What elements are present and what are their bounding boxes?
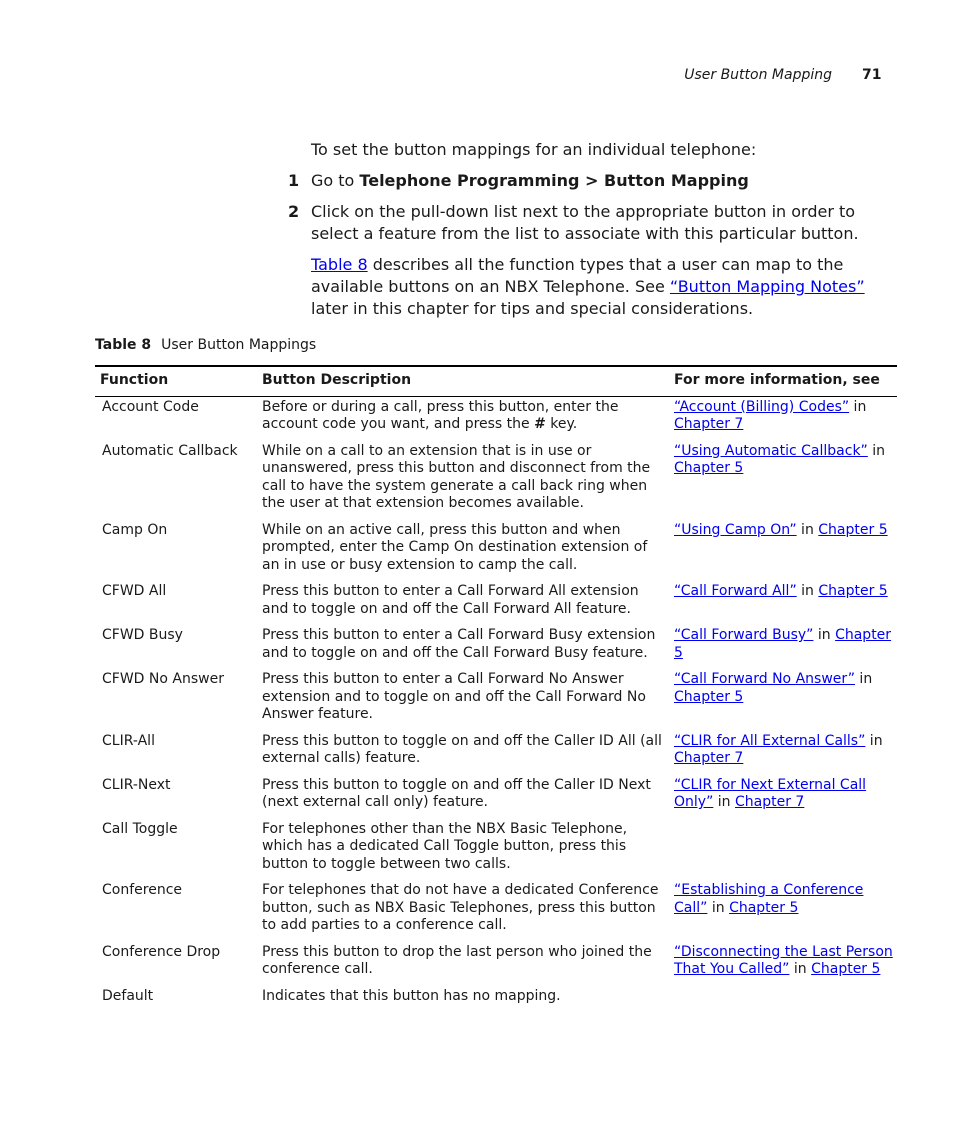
- table-row: [95, 777, 897, 821]
- paragraph-text: later in this chapter for tips and special considerations.: [311, 299, 754, 318]
- chapter-link[interactable]: Chapter 5: [818, 521, 888, 538]
- chapter-link[interactable]: Chapter 5: [674, 460, 744, 476]
- table-row: [95, 944, 897, 988]
- reference-sep: in: [713, 794, 735, 810]
- function-cell: Account Code: [102, 398, 199, 415]
- step-text: [311, 170, 867, 192]
- function-cell: CLIR-All: [102, 732, 155, 749]
- reference-sep: in: [707, 899, 730, 916]
- page-number: 71: [862, 67, 882, 83]
- reference-link[interactable]: “CLIR for Next External Call Only”: [674, 776, 867, 810]
- reference-sep: in: [854, 671, 873, 687]
- reference-sep: in: [813, 627, 836, 643]
- step-prefix: Go to: [311, 171, 360, 190]
- reference-sep: in: [867, 442, 886, 459]
- function-cell: Call Toggle: [102, 820, 178, 837]
- user-button-mappings-table: [95, 365, 897, 1014]
- column-header-function: Function: [95, 367, 262, 396]
- table-8-link[interactable]: Table 8: [311, 255, 368, 274]
- table-row: [95, 443, 897, 522]
- menu-path: Telephone Programming > Button Mapping: [359, 171, 749, 190]
- function-cell: Default: [102, 987, 154, 1004]
- description-cell: Press this button to enter a Call Forward No Answer extension and to toggle on and off the Call Forward No Answer feature.: [262, 671, 646, 722]
- step-number: 1: [288, 171, 300, 190]
- function-cell: CFWD No Answer: [102, 671, 224, 687]
- reference-cell: [674, 733, 897, 777]
- intro-text: To set the button mappings for an individual telephone:: [311, 140, 757, 159]
- table-row: [95, 583, 897, 627]
- table-row: [95, 733, 897, 777]
- description-cell: For telephones that do not have a dedicated Conference button, such as NBX Basic Telephones, press this button to add parties to a conference call.: [262, 882, 659, 933]
- reference-cell: [674, 443, 897, 522]
- table-header-row: [95, 367, 897, 396]
- function-cell: Automatic Callback: [102, 442, 238, 459]
- description-cell: For telephones other than the NBX Basic Telephone, which has a dedicated Call Toggle button, press this button to toggle between two calls.: [262, 820, 628, 872]
- chapter-link[interactable]: Chapter 5: [729, 899, 799, 916]
- description-cell: Press this button to enter a Call Forward Busy extension and to toggle on and off the Call Forward Busy feature.: [262, 627, 656, 661]
- description-cell: Press this button to drop the last person who joined the conference call.: [262, 943, 652, 977]
- reference-link[interactable]: “Call Forward Busy”: [674, 627, 814, 643]
- chapter-link[interactable]: Chapter 5: [811, 961, 881, 977]
- chapter-link[interactable]: Chapter 5: [674, 688, 744, 705]
- reference-cell: [674, 882, 897, 944]
- step-number: 2: [288, 202, 300, 221]
- table-row: [95, 671, 897, 733]
- reference-cell: [674, 522, 897, 584]
- reference-link[interactable]: “Using Camp On”: [674, 521, 797, 538]
- description-text: Before or during a call, press this button, enter the account code you want, and press the: [262, 398, 619, 432]
- description-cell: Press this button to toggle on and off the Caller ID Next (next external call only) feature.: [262, 776, 651, 810]
- function-cell: CFWD All: [102, 583, 167, 599]
- column-header-reference: For more information, see: [674, 367, 897, 396]
- description-cell: [262, 396, 674, 443]
- table-row: [95, 627, 897, 671]
- reference-cell: [674, 396, 897, 443]
- function-cell: Conference: [102, 882, 183, 898]
- table-row: [95, 522, 897, 584]
- reference-cell: [674, 988, 897, 1015]
- reference-link[interactable]: “CLIR for All External Calls”: [674, 732, 866, 749]
- reference-cell: [674, 583, 897, 627]
- table-caption: [95, 337, 316, 353]
- caption-label: Table 8: [95, 337, 152, 353]
- reference-cell: [674, 821, 897, 883]
- description-text: key.: [545, 416, 578, 432]
- reference-sep: in: [865, 732, 883, 749]
- reference-cell: [674, 944, 897, 988]
- pound-key: #: [534, 416, 546, 432]
- caption-title: User Button Mappings: [161, 337, 317, 353]
- table-row: [95, 882, 897, 944]
- description-cell: While on a call to an extension that is in use or unanswered, press this button and disconnect from the call to have the system generate a call back ring when the user at that extension becomes available.: [262, 442, 651, 511]
- reference-cell: [674, 627, 897, 671]
- chapter-link[interactable]: Chapter 5: [818, 583, 888, 599]
- column-header-description: Button Description: [262, 367, 674, 396]
- chapter-link[interactable]: Chapter 7: [674, 416, 744, 432]
- reference-sep: in: [849, 398, 867, 415]
- description-cell: Indicates that this button has no mapping.: [262, 987, 561, 1004]
- function-cell: CFWD Busy: [102, 627, 183, 643]
- function-cell: Conference Drop: [102, 943, 221, 960]
- paragraph-text: describes all the function types that a user can map to the available buttons on an NBX Telephone. See: [311, 255, 844, 296]
- table-row: [95, 396, 897, 443]
- description-cell: Press this button to toggle on and off the Caller ID All (all external calls) feature.: [262, 732, 662, 766]
- reference-sep: in: [789, 961, 812, 977]
- table-reference-paragraph: [311, 254, 881, 320]
- button-mapping-notes-link[interactable]: “Button Mapping Notes”: [669, 277, 865, 296]
- step-text: Click on the pull-down list next to the appropriate button in order to select a feature from the list to associate with this particular button.: [311, 202, 859, 243]
- reference-link[interactable]: “Call Forward All”: [674, 583, 797, 599]
- reference-cell: [674, 671, 897, 733]
- reference-link[interactable]: “Call Forward No Answer”: [674, 671, 855, 687]
- chapter-link[interactable]: Chapter 5: [674, 627, 892, 661]
- reference-sep: in: [796, 521, 819, 538]
- function-cell: Camp On: [102, 521, 168, 538]
- chapter-link[interactable]: Chapter 7: [674, 750, 744, 766]
- function-cell: CLIR-Next: [102, 776, 171, 793]
- running-header-title: User Button Mapping: [684, 67, 832, 83]
- reference-link[interactable]: “Disconnecting the Last Person That You Called”: [674, 943, 893, 977]
- description-cell: Press this button to enter a Call Forward All extension and to toggle on and off the Call Forward All feature.: [262, 583, 639, 617]
- reference-sep: in: [796, 583, 819, 599]
- description-cell: While on an active call, press this button and when prompted, enter the Camp On destination extension of an in use or busy extension to camp the call.: [262, 521, 648, 573]
- reference-link[interactable]: “Account (Billing) Codes”: [674, 398, 850, 415]
- table-row: [95, 821, 897, 883]
- reference-link[interactable]: “Using Automatic Callback”: [674, 442, 868, 459]
- reference-cell: [674, 777, 897, 821]
- reference-link[interactable]: “Establishing a Conference Call”: [674, 882, 864, 916]
- chapter-link[interactable]: Chapter 7: [735, 794, 805, 810]
- table-row: [95, 988, 897, 1015]
